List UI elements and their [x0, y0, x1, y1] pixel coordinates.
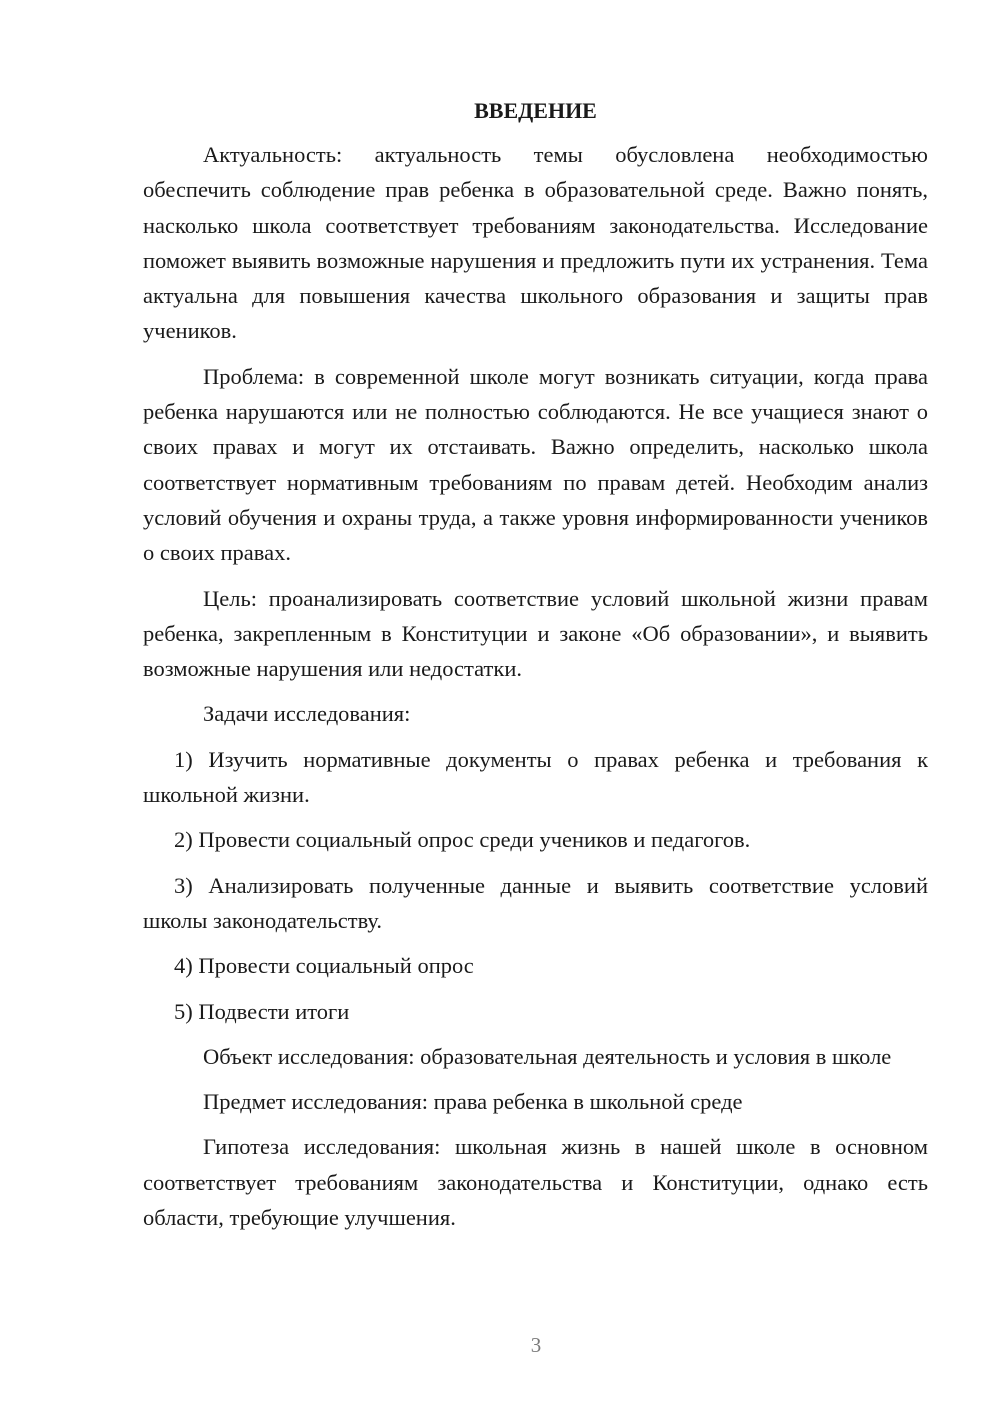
task-item-2: 2) Провести социальный опрос среди учеников и педагогов. — [174, 827, 751, 853]
task-item-3: 3) Анализировать полученные данные и выявить соответствие условий школы законодательству. — [143, 872, 928, 933]
paragraph-relevance: Актуальность: актуальность темы обусловлена необходимостью обеспечить соблюдение прав ребенка в образовательной среде. Важно понять, насколько школа соответствует требованиям законодательства. Исследование поможет выявить возможные нарушения и предложить пути их устранения. Тема актуальна для повышения качества школьного образования и защиты прав учеников. — [143, 142, 928, 344]
section-heading: ВВЕДЕНИЕ — [474, 98, 597, 123]
page-content — [143, 96, 928, 1245]
paragraph-goal: Цель: проанализировать соответствие условий школьной жизни правам ребенка, закрепленным в Конституции и законе «Об образовании», и выявить возможные нарушения или недостатки. — [143, 585, 928, 682]
paragraph-tasks-title: Задачи исследования: — [203, 701, 411, 727]
paragraph-object: Объект исследования: образовательная деятельность и условия в школе — [203, 1043, 892, 1069]
task-item-1: 1) Изучить нормативные документы о правах ребенка и требования к школьной жизни. — [143, 746, 928, 808]
paragraph-subject: Предмет исследования: права ребенка в школьной среде — [203, 1089, 743, 1115]
paragraph-hypothesis: Гипотеза исследования: школьная жизнь в нашей школе в основном соответствует требованиям законодательства и Конституции, однако есть области, требующие улучшения. — [143, 1134, 928, 1231]
task-item-5: 5) Подвести итоги — [174, 998, 350, 1024]
page-number: 3 — [530, 1333, 542, 1357]
paragraph-problem: Проблема: в современной школе могут возникать ситуации, когда права ребенка нарушаются или не полностью соблюдаются. Не все учащиеся знают о своих правах и могут их отстаивать. Важно определить, насколько школа соответствует нормативным требованиям по правам детей. Необходим анализ условий обучения и охраны труда, а также уровня информированности учеников о своих правах. — [143, 363, 928, 566]
task-item-4: 4) Провести социальный опрос — [174, 953, 474, 979]
